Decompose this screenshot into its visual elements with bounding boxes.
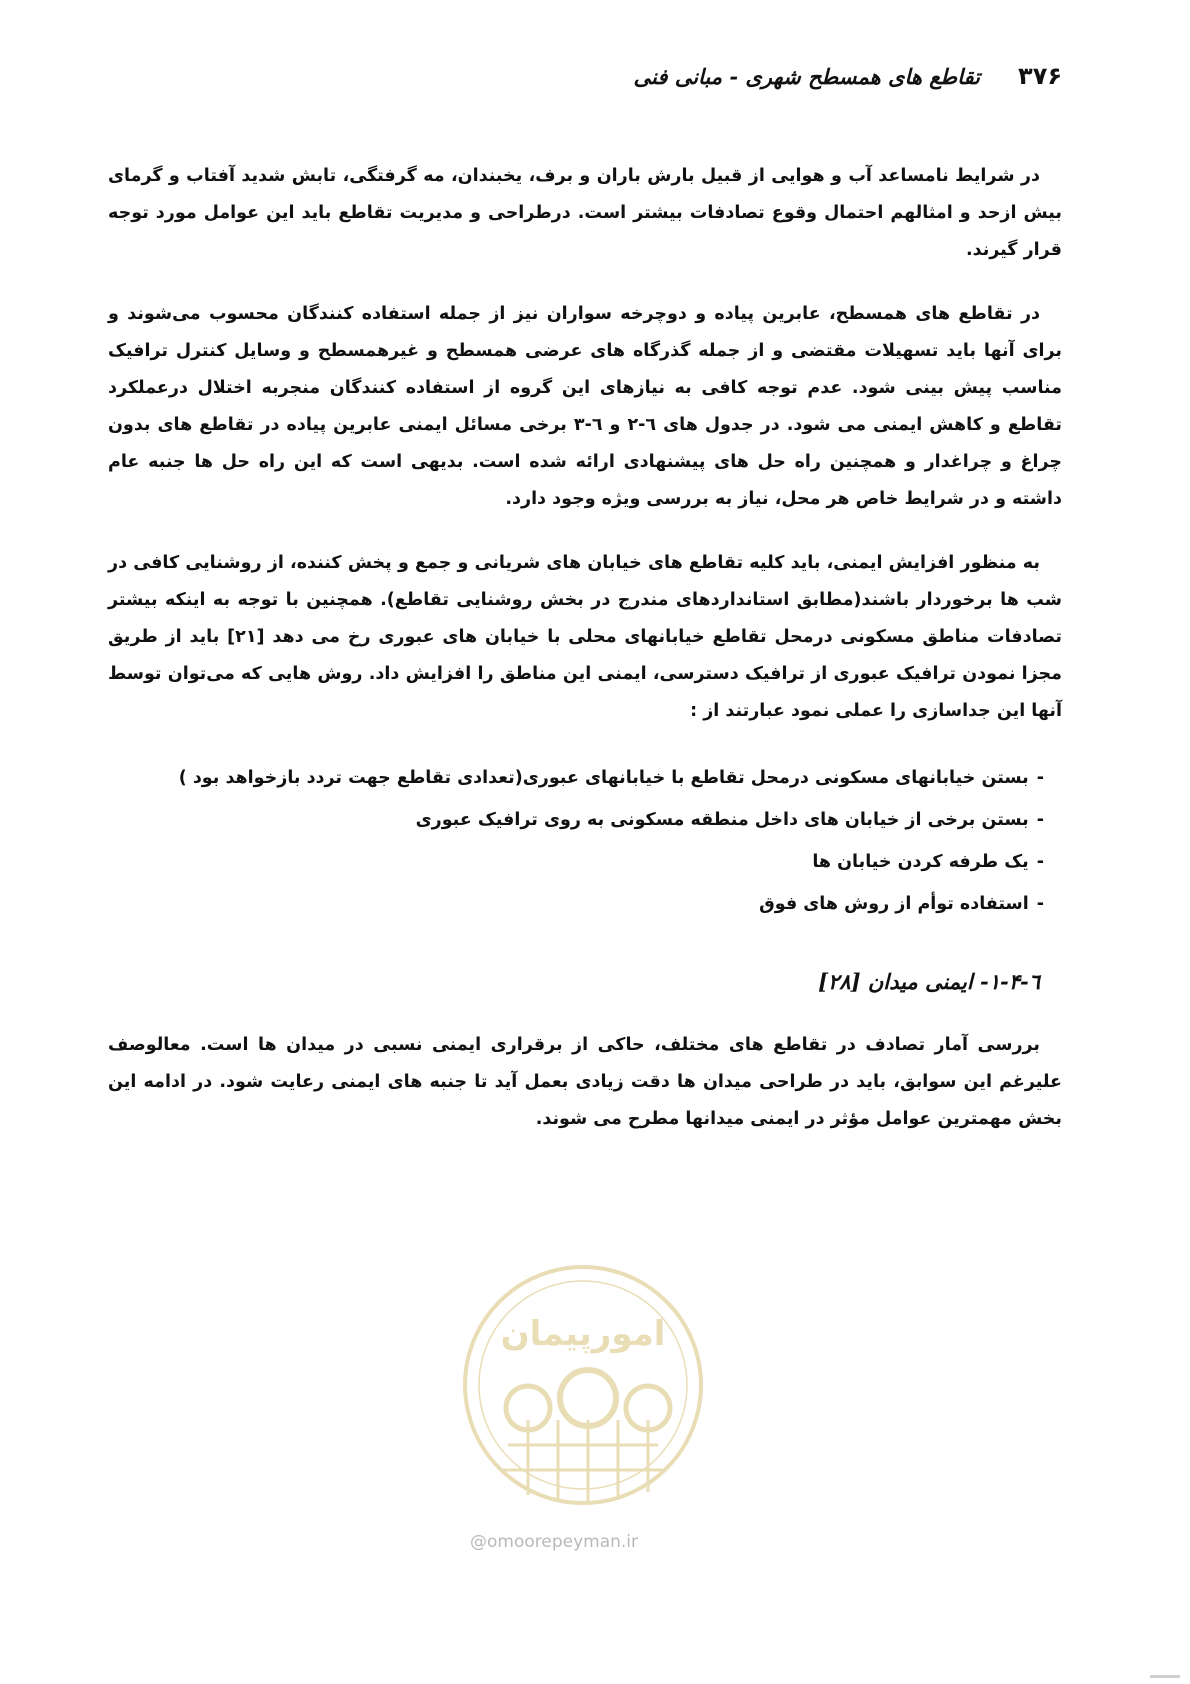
list-item <box>108 841 1044 883</box>
watermark-url: @omoorepeyman.ir <box>470 1532 639 1552</box>
page-header <box>128 58 1062 108</box>
paragraph-weather: در شرایط نامساعد آب و هوایی از قبیل بارش باران و برف، یخبندان، مه گرفتگی، تابش شدید آفتاب و گرمای بیش ازحد و امثالهم احتمال وقوع تصادفات بیشتر است. درطراحی و مدیریت تقاطع باید این عوامل مورد توجه قرار گیرند. <box>108 166 1062 260</box>
bullet-dash: - <box>1036 768 1044 788</box>
paragraph-roundabout: بررسی آمار تصادف در تقاطع های مختلف، حاکی از برقراری ایمنی نسبی در میدان ها است. معالوصف علیرغم این سوابق، باید در طراحی میدان ها دقت زیادی بعمل آید تا جنبه های ایمنی رعایت شود. در ادامه این بخش مهمترین عوامل مؤثر در ایمنی میدانها مطرح می شوند. <box>108 1035 1062 1129</box>
bullet-list <box>108 757 1062 925</box>
watermark-logo-text: امورپیمان <box>500 1314 666 1354</box>
bullet-dash: - <box>1036 852 1044 872</box>
bullet-dash: - <box>1036 894 1044 914</box>
page-number: ۳۷۶ <box>1018 62 1062 90</box>
section-heading: ٦-۱-۴- ایمنی میدان [۲۸] <box>818 969 1040 994</box>
watermark-logo <box>458 1260 708 1510</box>
body-text <box>108 158 1062 1165</box>
bullet-text: بستن برخی از خیابان های داخل منطقه مسکونی به روی ترافیک عبوری <box>415 810 1029 830</box>
bullet-text: یک طرفه کردن خیابان ها <box>812 852 1029 872</box>
running-title: تقاطع های همسطح شهری - مبانی فنی <box>633 64 980 89</box>
list-item <box>108 799 1044 841</box>
bullet-text: بستن خیابانهای مسکونی درمحل تقاطع با خیابانهای عبوری(تعدادی تقاطع جهت تردد بازخواهد بود ) <box>178 768 1029 788</box>
list-item <box>108 757 1044 799</box>
paragraph-pedestrians: در تقاطع های همسطح، عابرین پیاده و دوچرخه سواران نیز از جمله استفاده کنندگان محسوب می‌شوند و برای آنها باید تسهیلات مقتضی و از جمله گذرگاه های عرضی همسطح و غیرهمسطح و وسایل کنترل ترافیک مناسب پیش بینی شود. عدم توجه کافی به نیازهای این گروه از استفاده کنندگان منجربه اختلال درعملکرد تقاطع و کاهش ایمنی می شود. در جدول های ٦-۲ و ٦-۳ برخی مسائل ایمنی عابرین پیاده در تقاطع های بدون چراغ و چراغدار و همچنین راه حل های پیشنهادی ارائه شده است. بدیهی است که این راه حل ها جنبه عام داشته و در شرایط خاص هر محل، نیاز به بررسی ویژه وجود دارد. <box>108 304 1062 509</box>
bullet-text: استفاده توأم از روش های فوق <box>759 894 1029 914</box>
bullet-dash: - <box>1036 810 1044 830</box>
list-item <box>108 883 1044 925</box>
paragraph-lighting: به منظور افزایش ایمنی، باید کلیه تقاطع های خیابان های شریانی و جمع و پخش کننده، از روشنایی کافی در شب ها برخوردار باشند(مطابق استانداردهای مندرج در بخش روشنایی تقاطع). همچنین با توجه به اینکه بیشتر تصادفات مناطق مسکونی درمحل تقاطع خیابانهای محلی با خیابان های عبوری رخ می دهد [۲۱] باید از طریق مجزا نمودن ترافیک عبوری از ترافیک دسترسی، ایمنی این مناطق را افزایش داد. روش هایی که می‌توان توسط آنها این جداسازی را عملی نمود عبارتند از : <box>108 553 1062 721</box>
scan-edge-mark <box>1150 1675 1180 1678</box>
